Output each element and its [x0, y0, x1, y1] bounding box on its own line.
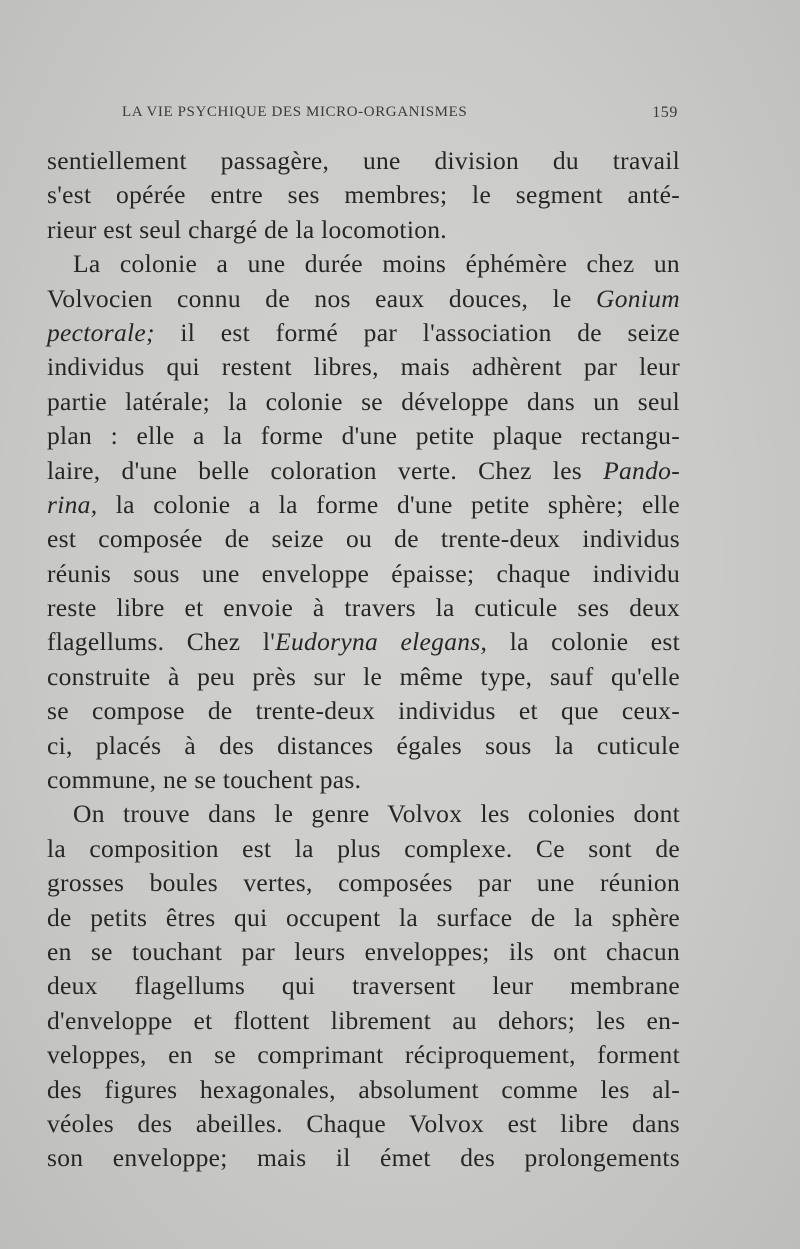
- italic-run: Pando-: [603, 455, 680, 485]
- text-line: s'est opérée entre ses membres; le segment anté-: [47, 180, 680, 210]
- text-line: est composée de seize ou de trente-deux individus: [47, 524, 680, 554]
- body-text: [47, 144, 680, 1176]
- italic-run: rina,: [47, 489, 98, 519]
- text-line: partie latérale; la colonie se développe dans un seul: [47, 386, 680, 416]
- text-line: son enveloppe; mais il émet des prolongements: [47, 1143, 680, 1173]
- text-line: construite à peu près sur le même type, sauf qu'elle: [47, 661, 680, 691]
- text-line: deux flagellums qui traversent leur membrane: [47, 971, 680, 1001]
- text-line: rieur est seul chargé de la locomotion.: [47, 214, 447, 244]
- page-number: 159: [652, 104, 678, 121]
- text-line: sentiellement passagère, une division du travail: [47, 146, 680, 175]
- text-line: On trouve dans le genre Volvox les colonies dont: [73, 799, 680, 829]
- text-line: commune, ne se touchent pas.: [47, 765, 362, 795]
- text-line: [47, 316, 680, 350]
- text-run: la colonie a la forme d'une petite sphère; elle: [97, 489, 680, 519]
- text-run: il est formé par l'association de seize: [154, 317, 680, 347]
- text-line: reste libre et envoie à travers la cuticule ses deux: [47, 593, 680, 623]
- text-run: laire, d'une belle coloration verte. Chez les: [47, 455, 604, 485]
- text-line: individus qui restent libres, mais adhèrent par leur: [47, 352, 680, 382]
- text-run: flagellums. Chez l': [47, 627, 276, 657]
- text-line: La colonie a une durée moins éphémère chez un: [73, 249, 680, 279]
- text-run: Volvocien connu de nos eaux douces, le: [47, 283, 597, 313]
- text-line: d'enveloppe et flottent librement au dehors; les en-: [47, 1005, 680, 1035]
- text-line: de petits êtres qui occupent la surface de la sphère: [47, 902, 680, 932]
- text-line: [47, 454, 680, 488]
- running-title: LA VIE PSYCHIQUE DES MICRO-ORGANISMES: [122, 104, 468, 120]
- text-line: [47, 625, 680, 659]
- text-line: [47, 488, 680, 522]
- italic-run: pectorale;: [47, 317, 155, 347]
- text-line: en se touchant par leurs enveloppes; ils ont chacun: [47, 936, 680, 966]
- running-head: [122, 104, 678, 130]
- text-line: [47, 282, 680, 316]
- text-line: veloppes, en se comprimant réciproquement, forment: [47, 1040, 680, 1070]
- text-line: véoles des abeilles. Chaque Volvox est libre dans: [47, 1108, 680, 1138]
- text-line: la composition est la plus complexe. Ce sont de: [47, 833, 680, 863]
- text-line: grosses boules vertes, composées par une réunion: [47, 868, 680, 898]
- text-line: plan : elle a la forme d'une petite plaque rectangu-: [47, 421, 680, 451]
- text-line: ci, placés à des distances égales sous la cuticule: [47, 730, 680, 760]
- italic-run: Eudoryna elegans,: [275, 627, 488, 657]
- text-line: se compose de trente-deux individus et que ceux-: [47, 696, 680, 726]
- text-line: réunis sous une enveloppe épaisse; chaque individu: [47, 558, 680, 588]
- text-line: des figures hexagonales, absolument comme les al-: [47, 1074, 680, 1104]
- italic-run: Gonium: [596, 283, 680, 313]
- text-run: la colonie est: [487, 627, 681, 657]
